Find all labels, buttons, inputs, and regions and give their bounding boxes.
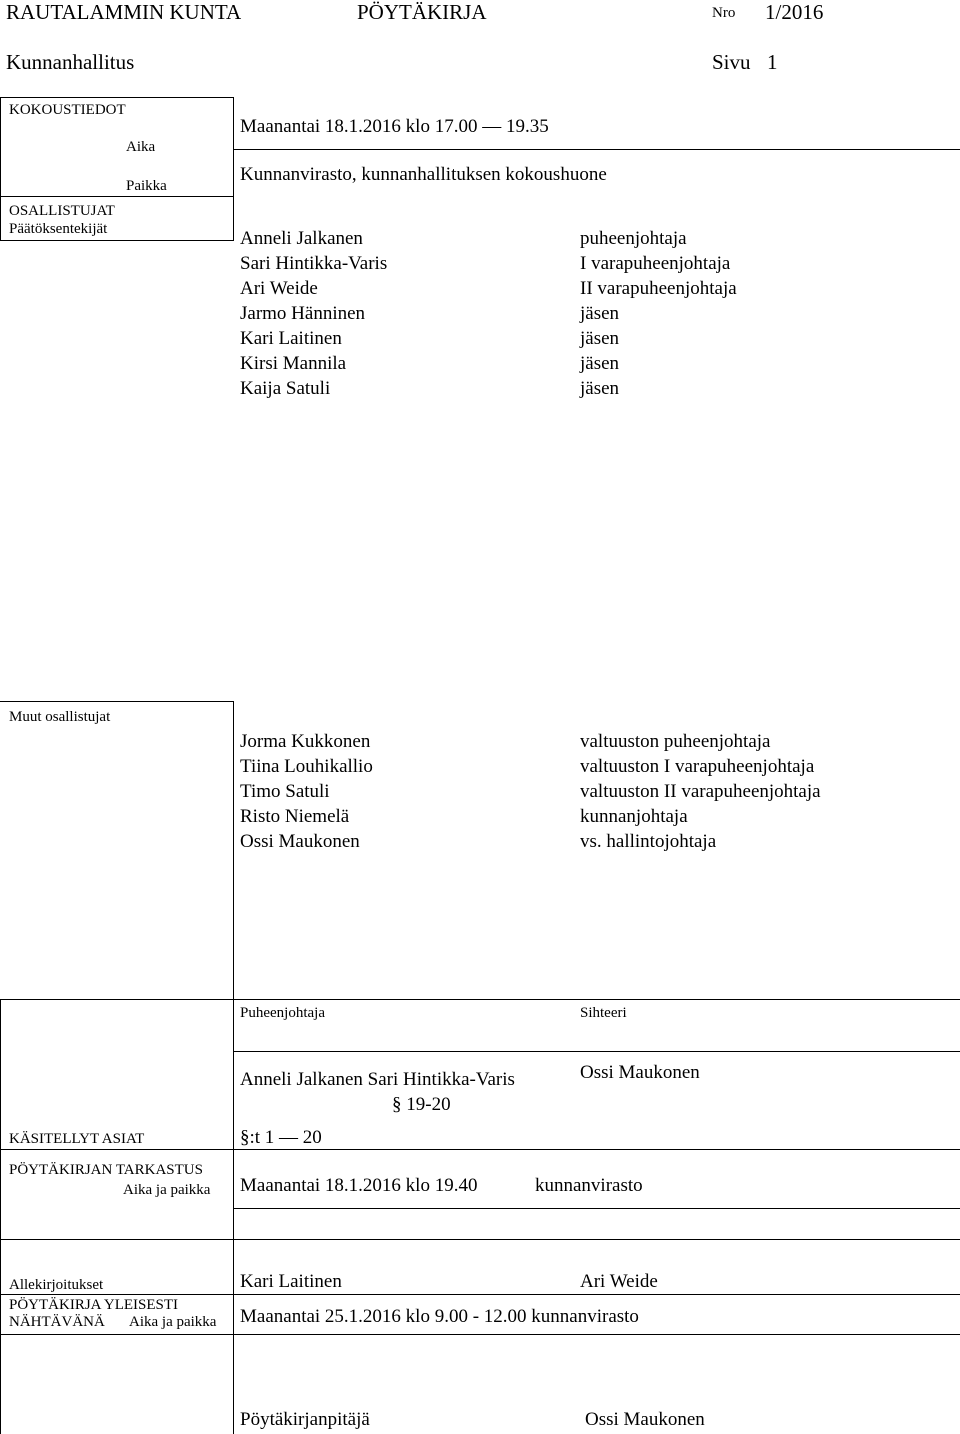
member-role: jäsen bbox=[580, 353, 620, 374]
member-role: jäsen bbox=[580, 328, 620, 349]
signoff-top-border bbox=[0, 1239, 960, 1240]
page-label: Sivu bbox=[712, 50, 751, 74]
review-label: PÖYTÄKIRJAN TARKASTUS bbox=[9, 1162, 203, 1178]
left-box-left-border bbox=[0, 97, 1, 241]
lower-left-border bbox=[0, 999, 1, 1239]
body-name: Kunnanhallitus bbox=[6, 50, 135, 74]
signoff-left-border bbox=[0, 1239, 1, 1434]
review-underline bbox=[234, 1208, 960, 1209]
member-names bbox=[240, 226, 387, 401]
member-name: Sari Hintikka-Varis bbox=[240, 253, 388, 274]
member-name: Jarmo Hänninen bbox=[240, 303, 366, 324]
other-name: Jorma Kukkonen bbox=[240, 731, 371, 752]
review-place: kunnanvirasto bbox=[535, 1175, 643, 1196]
signer-2: Ari Weide bbox=[580, 1271, 658, 1292]
other-name: Ossi Maukonen bbox=[240, 831, 360, 852]
time-row-underline bbox=[234, 149, 960, 150]
keeper-name: Ossi Maukonen bbox=[585, 1409, 705, 1430]
other-names bbox=[240, 729, 373, 854]
signature-line bbox=[234, 1051, 960, 1052]
signer-1: Kari Laitinen bbox=[240, 1271, 342, 1292]
other-roles bbox=[580, 729, 821, 854]
number-label: Nro bbox=[712, 5, 736, 21]
public-label-line1: PÖYTÄKIRJA YLEISESTI bbox=[9, 1297, 179, 1313]
left-box-divider bbox=[0, 196, 234, 197]
participants-section-label: OSALLISTUJAT bbox=[9, 203, 115, 219]
public-time: Maanantai 25.1.2016 klo 9.00 - 12.00 kunnanvirasto bbox=[240, 1306, 639, 1327]
meeting-time: Maanantai 18.1.2016 klo 17.00 — 19.35 bbox=[240, 116, 549, 137]
signatures-top-border bbox=[0, 999, 960, 1000]
chair-section: § 19-20 bbox=[392, 1094, 451, 1115]
keeper-label: Pöytäkirjanpitäjä bbox=[240, 1409, 370, 1430]
member-name: Ari Weide bbox=[240, 278, 318, 299]
member-name: Kirsi Mannila bbox=[240, 353, 347, 374]
other-role: valtuuston puheenjohtaja bbox=[580, 731, 771, 752]
other-role: valtuuston II varapuheenjohtaja bbox=[580, 781, 821, 802]
public-sub-label: Aika ja paikka bbox=[129, 1314, 217, 1330]
chair-label: Puheenjohtaja bbox=[240, 1005, 325, 1021]
handled-label: KÄSITELLYT ASIAT bbox=[9, 1131, 145, 1147]
chair-names: Anneli Jalkanen Sari Hintikka-Varis bbox=[240, 1069, 515, 1090]
decision-makers-label: Päätöksentekijät bbox=[9, 221, 108, 237]
other-name: Risto Niemelä bbox=[240, 806, 350, 827]
member-name: Anneli Jalkanen bbox=[240, 228, 363, 249]
handled-value: §:t 1 — 20 bbox=[240, 1127, 322, 1148]
other-name: Tiina Louhikallio bbox=[240, 756, 373, 777]
document-number: 1/2016 bbox=[765, 0, 824, 24]
others-top-border bbox=[0, 701, 234, 702]
other-name: Timo Satuli bbox=[240, 781, 330, 802]
member-name: Kari Laitinen bbox=[240, 328, 342, 349]
signoff-label: Allekirjoitukset bbox=[9, 1277, 104, 1293]
page-number: 1 bbox=[767, 50, 778, 74]
review-sub-label: Aika ja paikka bbox=[123, 1182, 211, 1198]
member-role: jäsen bbox=[580, 303, 620, 324]
others-right-border bbox=[233, 701, 234, 999]
review-top-border bbox=[0, 1149, 960, 1150]
organization-name: RAUTALAMMIN KUNTA bbox=[6, 0, 242, 24]
member-role: jäsen bbox=[580, 378, 620, 399]
meeting-section-label: KOKOUSTIEDOT bbox=[9, 102, 126, 118]
secretary-label: Sihteeri bbox=[580, 1005, 627, 1021]
member-role: I varapuheenjohtaja bbox=[580, 253, 731, 274]
signoff-underline bbox=[0, 1294, 960, 1295]
left-box-right-border bbox=[233, 97, 234, 241]
member-name: Kaija Satuli bbox=[240, 378, 331, 399]
review-divider bbox=[233, 1149, 234, 1434]
other-role: kunnanjohtaja bbox=[580, 806, 688, 827]
time-label: Aika bbox=[126, 139, 156, 155]
others-label: Muut osallistujat bbox=[9, 709, 111, 725]
member-roles bbox=[580, 226, 737, 401]
left-box-bottom-border bbox=[0, 240, 234, 241]
other-role: valtuuston I varapuheenjohtaja bbox=[580, 756, 815, 777]
member-role: II varapuheenjohtaja bbox=[580, 278, 737, 299]
document-type: PÖYTÄKIRJA bbox=[357, 0, 487, 24]
review-time: Maanantai 18.1.2016 klo 19.40 bbox=[240, 1175, 478, 1196]
other-role: vs. hallintojohtaja bbox=[580, 831, 717, 852]
place-label: Paikka bbox=[126, 178, 167, 194]
member-role: puheenjohtaja bbox=[580, 228, 687, 249]
left-box-top-border bbox=[0, 97, 234, 98]
public-label-line2: NÄHTÄVÄNÄ bbox=[9, 1314, 105, 1330]
secretary-name: Ossi Maukonen bbox=[580, 1062, 700, 1083]
public-underline bbox=[0, 1334, 960, 1335]
signatures-divider bbox=[233, 999, 234, 1149]
meeting-place: Kunnanvirasto, kunnanhallituksen kokoushuone bbox=[240, 164, 607, 185]
